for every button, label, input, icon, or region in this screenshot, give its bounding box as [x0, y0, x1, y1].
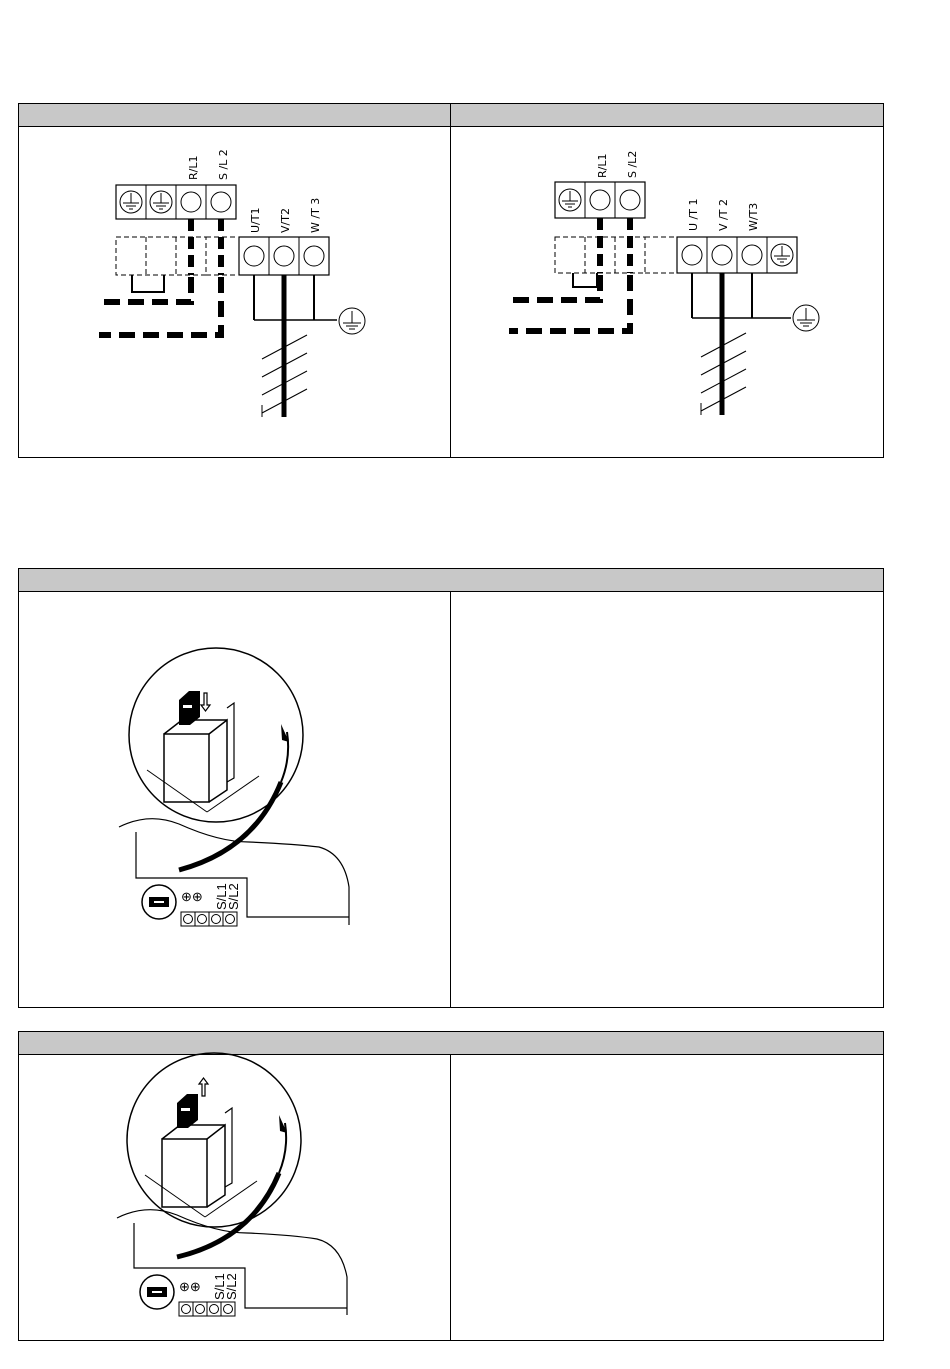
terminal-label-v-t2: V/T2: [279, 208, 292, 233]
terminal-label-u-t1: U/T1: [249, 207, 262, 233]
supply-terminal-block: [116, 185, 236, 219]
terminal-label-s-l2: S /L2: [626, 150, 639, 178]
circle-terminal-icon: [274, 246, 294, 266]
terminal-strip: [181, 883, 241, 926]
motor-terminal-block: [677, 237, 797, 273]
terminal-table: [18, 103, 884, 458]
arrow-icon: [199, 1078, 208, 1096]
terminal-label-s-l2: S /L 2: [217, 149, 230, 180]
ground-icon: [559, 189, 581, 211]
terminal-diagram-right: [451, 127, 883, 457]
jumper-icon: [177, 1094, 198, 1128]
ground-icon: [339, 308, 365, 334]
strip-label-s-l1: S/L1: [212, 1273, 227, 1300]
terminal-table-header: [19, 104, 883, 127]
terminal-pillar: [147, 703, 259, 812]
terminal-label-v-t2: V /T 2: [717, 199, 730, 231]
arrow-icon: [179, 782, 281, 870]
strip-label-s-l2: S/L2: [224, 1273, 239, 1300]
svg-text:⊕⊕: ⊕⊕: [179, 1279, 201, 1294]
jumper-insert-table-header: [19, 569, 883, 592]
terminal-label-w-t3: W /T 3: [309, 197, 322, 233]
circle-terminal-icon: [304, 246, 324, 266]
svg-text:⊕⊕: ⊕⊕: [181, 889, 203, 904]
circle-terminal-icon: [742, 245, 762, 265]
jumper-remove-table: [18, 1031, 884, 1341]
circle-terminal-icon: [682, 245, 702, 265]
column-divider: [450, 592, 451, 1007]
terminal-label-w-t3: W/T3: [747, 202, 760, 231]
terminal-label-u-t1: U /T 1: [687, 198, 700, 231]
circle-terminal-icon: [211, 192, 231, 212]
ground-icon: [150, 191, 172, 213]
jumper-insert-diagram: [19, 592, 450, 1007]
terminal-pillar: [145, 1108, 257, 1217]
ground-icon: [120, 191, 142, 213]
strip-label-s-l2: S/L2: [226, 883, 241, 910]
terminal-label-r-l1: R/L1: [187, 155, 200, 180]
ground-icon: [771, 244, 793, 266]
motor-terminal-block: [239, 237, 329, 275]
terminal-label-r-l1: R/L1: [596, 153, 609, 178]
circle-terminal-icon: [244, 246, 264, 266]
terminal-diagram-left: [19, 127, 450, 457]
circle-terminal-icon: [712, 245, 732, 265]
circle-terminal-icon: [620, 190, 640, 210]
circle-terminal-icon: [590, 190, 610, 210]
terminal-strip: [179, 1273, 239, 1316]
column-divider: [450, 1055, 451, 1340]
jumper-insert-table: [18, 568, 884, 1008]
jumper-remove-table-header: [19, 1032, 883, 1055]
jumper-remove-diagram: [19, 1055, 450, 1340]
ground-icon: [793, 305, 819, 331]
supply-terminal-block: [555, 182, 645, 218]
circle-terminal-icon: [181, 192, 201, 212]
strip-label-s-l1: S/L1: [214, 883, 229, 910]
arrow-icon: [201, 693, 210, 711]
